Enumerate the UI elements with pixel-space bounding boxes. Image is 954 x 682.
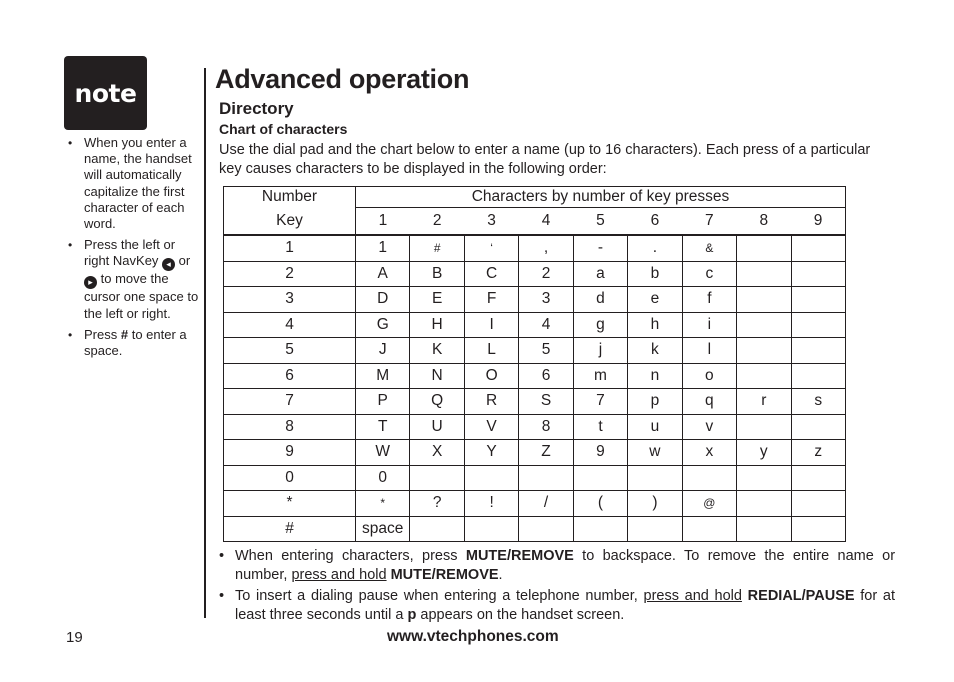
char-cell: K	[410, 338, 464, 364]
char-cell: m	[573, 363, 627, 389]
char-cell: s	[791, 389, 846, 415]
char-cell	[791, 491, 846, 517]
char-cell: V	[464, 414, 518, 440]
char-cell: 6	[519, 363, 573, 389]
press-count-4: 4	[519, 208, 573, 236]
page-number: 19	[66, 629, 83, 646]
press-count-6: 6	[628, 208, 682, 236]
sidebar-bullet: • Press # to enter a space.	[66, 327, 200, 359]
char-cell: y	[737, 440, 791, 466]
row-key: *	[224, 491, 356, 517]
table-row	[224, 261, 846, 287]
char-cell: q	[682, 389, 736, 415]
char-cell: e	[628, 287, 682, 313]
char-cell	[737, 235, 791, 261]
char-cell	[737, 363, 791, 389]
char-cell: /	[519, 491, 573, 517]
char-cell	[628, 465, 682, 491]
char-cell: i	[682, 312, 736, 338]
char-cell	[791, 261, 846, 287]
char-cell: u	[628, 414, 682, 440]
char-cell: t	[573, 414, 627, 440]
char-cell: 9	[573, 440, 627, 466]
char-cell	[791, 516, 846, 542]
char-cell	[791, 287, 846, 313]
char-cell: v	[682, 414, 736, 440]
char-cell: W	[356, 440, 410, 466]
char-cell: T	[356, 414, 410, 440]
char-cell: (	[573, 491, 627, 517]
press-count-row	[224, 208, 846, 236]
char-cell: E	[410, 287, 464, 313]
row-key: 4	[224, 312, 356, 338]
char-cell: ‘	[464, 235, 518, 261]
char-cell: c	[682, 261, 736, 287]
char-cell: Q	[410, 389, 464, 415]
header-characters: Characters by number of key presses	[356, 187, 846, 208]
press-count-3: 3	[464, 208, 518, 236]
char-cell: *	[356, 491, 410, 517]
char-cell: 7	[573, 389, 627, 415]
char-cell: G	[356, 312, 410, 338]
char-cell: 4	[519, 312, 573, 338]
char-cell	[682, 516, 736, 542]
char-cell: 8	[519, 414, 573, 440]
char-cell: 0	[356, 465, 410, 491]
navkey-left-icon: ◂	[162, 258, 175, 271]
char-cell	[737, 312, 791, 338]
header-key: Key	[224, 208, 356, 236]
press-count-5: 5	[573, 208, 627, 236]
char-cell	[791, 338, 846, 364]
row-key: 8	[224, 414, 356, 440]
char-cell: .	[628, 235, 682, 261]
char-cell	[791, 363, 846, 389]
char-cell: ?	[410, 491, 464, 517]
char-cell: N	[410, 363, 464, 389]
char-cell: space	[356, 516, 410, 542]
char-cell	[519, 465, 573, 491]
char-cell: l	[682, 338, 736, 364]
char-cell	[737, 465, 791, 491]
char-cell	[573, 516, 627, 542]
row-key: 5	[224, 338, 356, 364]
section-heading: Directory	[219, 99, 294, 118]
char-cell: D	[356, 287, 410, 313]
char-cell: ,	[519, 235, 573, 261]
row-key: #	[224, 516, 356, 542]
table-row	[224, 414, 846, 440]
char-cell: r	[737, 389, 791, 415]
char-cell: p	[628, 389, 682, 415]
char-cell: b	[628, 261, 682, 287]
char-cell: 5	[519, 338, 573, 364]
row-key: 6	[224, 363, 356, 389]
bottom-bullets	[219, 547, 895, 627]
note-label: note	[74, 78, 137, 108]
char-cell: R	[464, 389, 518, 415]
char-cell: !	[464, 491, 518, 517]
char-cell: z	[791, 440, 846, 466]
char-cell: @	[682, 491, 736, 517]
char-cell: H	[410, 312, 464, 338]
char-cell: g	[573, 312, 627, 338]
char-cell	[737, 414, 791, 440]
char-cell: Y	[464, 440, 518, 466]
divider-line	[204, 68, 206, 618]
header-row	[224, 187, 846, 208]
row-key: 9	[224, 440, 356, 466]
char-cell	[682, 465, 736, 491]
table-row	[224, 338, 846, 364]
table-row	[224, 440, 846, 466]
char-cell: 1	[356, 235, 410, 261]
char-cell	[791, 465, 846, 491]
char-cell: J	[356, 338, 410, 364]
table-row	[224, 465, 846, 491]
table-row	[224, 516, 846, 542]
intro-paragraph: Use the dial pad and the chart below to enter a name (up to 16 characters). Each press of a particular key causes characters to be displayed in the following order:	[219, 142, 871, 177]
bullet-item: • To insert a dialing pause when entering a telephone number, press and hold REDIAL/PAUSE for at least three seconds until a p appears on the handset screen.	[219, 587, 895, 624]
char-cell	[737, 287, 791, 313]
char-cell: x	[682, 440, 736, 466]
header-number: Number	[224, 187, 356, 208]
subsection-heading: Chart of characters	[219, 121, 348, 137]
row-key: 2	[224, 261, 356, 287]
char-cell: M	[356, 363, 410, 389]
row-key: 0	[224, 465, 356, 491]
row-key: 3	[224, 287, 356, 313]
char-cell: A	[356, 261, 410, 287]
char-cell: -	[573, 235, 627, 261]
char-cell: P	[356, 389, 410, 415]
sidebar-notes	[66, 135, 200, 364]
char-cell: j	[573, 338, 627, 364]
char-cell: w	[628, 440, 682, 466]
press-count-2: 2	[410, 208, 464, 236]
sidebar-bullet: • When you enter a name, the handset will automatically capitalize the first character of each word.	[66, 135, 200, 232]
char-cell: L	[464, 338, 518, 364]
char-cell: I	[464, 312, 518, 338]
footer-url: www.vtechphones.com	[387, 628, 559, 645]
char-cell: Z	[519, 440, 573, 466]
char-cell	[737, 261, 791, 287]
char-cell: S	[519, 389, 573, 415]
char-cell	[464, 516, 518, 542]
char-cell	[791, 235, 846, 261]
row-key: 1	[224, 235, 356, 261]
char-cell: )	[628, 491, 682, 517]
char-cell	[737, 491, 791, 517]
bullet-item: • When entering characters, press MUTE/REMOVE to backspace. To remove the entire name or number, press and hold MUTE/REMOVE.	[219, 547, 895, 584]
char-cell: o	[682, 363, 736, 389]
char-cell	[464, 465, 518, 491]
char-cell: 2	[519, 261, 573, 287]
char-cell: #	[410, 235, 464, 261]
character-chart	[223, 186, 846, 542]
char-cell: k	[628, 338, 682, 364]
char-cell: O	[464, 363, 518, 389]
row-key: 7	[224, 389, 356, 415]
char-cell	[791, 312, 846, 338]
char-cell: a	[573, 261, 627, 287]
char-cell: C	[464, 261, 518, 287]
char-cell	[410, 465, 464, 491]
char-cell: F	[464, 287, 518, 313]
note-badge	[64, 56, 147, 130]
press-count-8: 8	[737, 208, 791, 236]
char-cell: f	[682, 287, 736, 313]
table-row	[224, 287, 846, 313]
table-row	[224, 312, 846, 338]
char-cell	[573, 465, 627, 491]
char-cell: 3	[519, 287, 573, 313]
char-cell	[410, 516, 464, 542]
char-cell: U	[410, 414, 464, 440]
char-cell	[519, 516, 573, 542]
char-cell: h	[628, 312, 682, 338]
sidebar-bullet: • Press the left or right NavKey ◂ or ▸ to move the cursor one space to the left or right.	[66, 237, 200, 322]
press-count-9: 9	[791, 208, 846, 236]
char-cell	[737, 338, 791, 364]
char-cell	[791, 414, 846, 440]
char-cell	[628, 516, 682, 542]
char-cell: X	[410, 440, 464, 466]
page-title: Advanced operation	[215, 64, 470, 94]
char-cell: d	[573, 287, 627, 313]
table-row	[224, 389, 846, 415]
table-row	[224, 491, 846, 517]
navkey-right-icon: ▸	[84, 276, 97, 289]
press-count-7: 7	[682, 208, 736, 236]
char-cell: B	[410, 261, 464, 287]
char-cell	[737, 516, 791, 542]
table-row	[224, 235, 846, 261]
char-cell: &	[682, 235, 736, 261]
char-cell: n	[628, 363, 682, 389]
table-row	[224, 363, 846, 389]
press-count-1: 1	[356, 208, 410, 236]
